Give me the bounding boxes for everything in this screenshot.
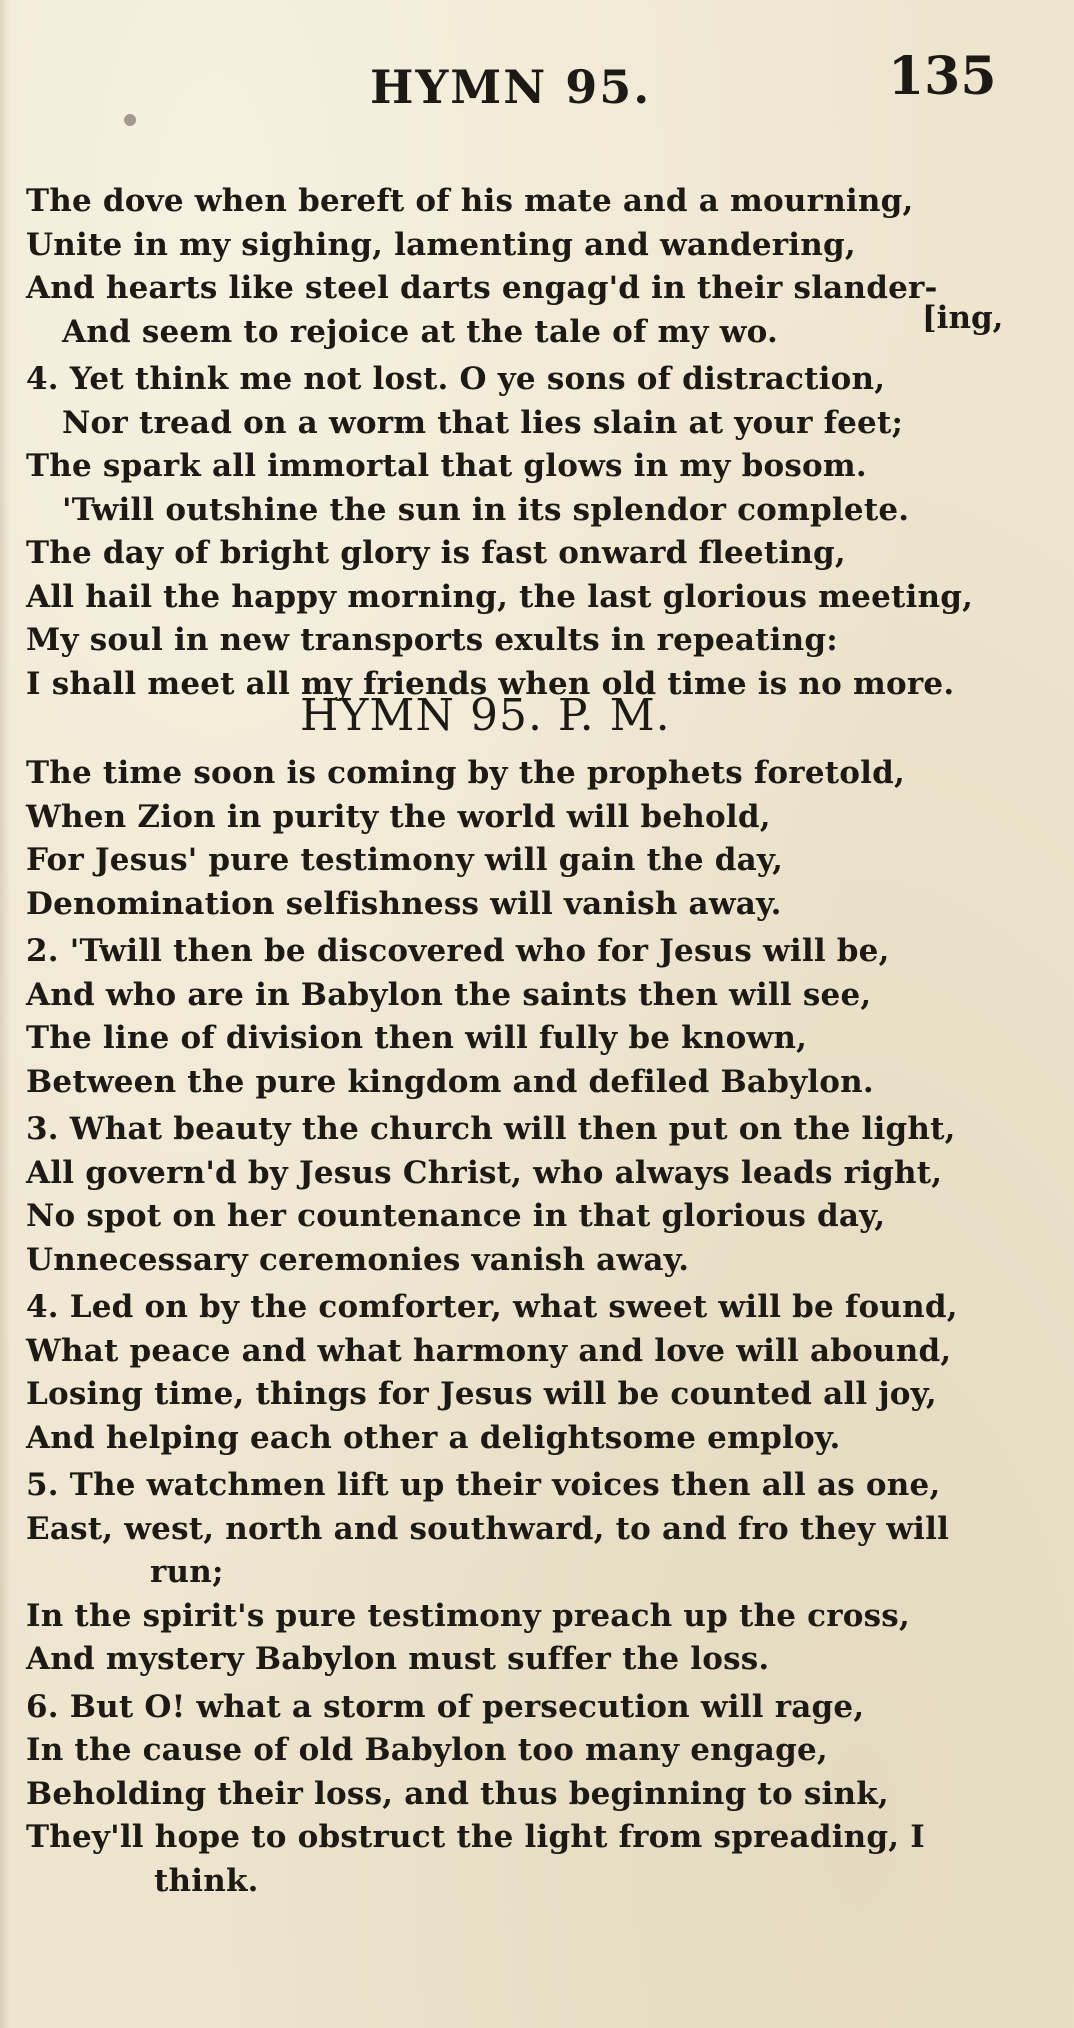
verse-line: The dove when bereft of his mate and a mourning, [26,183,914,219]
verse-line: And who are in Babylon the saints then will see, [26,976,872,1013]
verse-line: And helping each other a delightsome employ. [26,1419,841,1456]
turnover-bracket: [ing, [922,300,1004,336]
verse-line: I shall meet all my friends when old time is no more. [26,665,955,702]
verse-line: For Jesus' pure testimony will gain the day, [26,842,784,878]
verse-line: The time soon is coming by the prophets foretold, [26,755,905,791]
verse-line: In the spirit's pure testimony preach up the cross, [26,1597,910,1634]
verse-line: My soul in new transports exults in repeating: [26,622,838,658]
verse-line: 3. What beauty the church will then put on the light, [26,1111,956,1147]
verse-line: The line of division then will fully be known, [26,1020,808,1056]
verse-line: What peace and what harmony and love will abound, [26,1332,952,1369]
page-edge-shadow [0,0,10,2028]
verse-line: And hearts like steel darts engag'd in their slander- [26,270,938,306]
page-number: 135 [888,46,997,107]
verse-line: East, west, north and southward, to and fro they will [26,1510,950,1547]
verse-line: Denomination selfishness will vanish away. [26,885,782,922]
verse-line: And mystery Babylon must suffer the loss. [26,1641,770,1677]
verse-line: The spark all immortal that glows in my bosom. [26,448,867,484]
running-title: HYMN 95. [370,60,652,114]
verse-line: And seem to rejoice at the tale of my wo. [62,313,778,350]
hymn-95-continuation [26,180,1016,706]
verse-line: No spot on her countenance in that glorious day, [26,1198,886,1234]
verse-line: In the cause of old Babylon too many engage, [26,1732,828,1768]
verse-line: 4. Led on by the comforter, what sweet will be found, [26,1289,958,1325]
verse-line: think. [154,1862,259,1899]
verse-line: 'Twill outshine the sun in its splendor complete. [62,491,910,528]
verse-line: 5. The watchmen lift up their voices then all as one, [26,1467,941,1503]
page-header [0,40,1074,120]
verse-line: Losing time, things for Jesus will be counted all joy, [26,1376,937,1412]
verse-line: Between the pure kingdom and defiled Babylon. [26,1063,874,1100]
hymn-95-pm [26,752,1016,1903]
verse-line: Unite in my sighing, lamenting and wandering, [26,226,856,263]
verse-line: When Zion in purity the world will behold, [26,798,771,835]
verse-line: All govern'd by Jesus Christ, who always leads right, [26,1154,943,1191]
verse-line: Nor tread on a worm that lies slain at your feet; [62,404,904,441]
ink-spot [124,114,136,126]
verse-line: The day of bright glory is fast onward fleeting, [26,535,846,571]
hymn-heading: HYMN 95. P. M. [300,690,671,741]
verse-line: run; [150,1554,224,1590]
verse-line: 4. Yet think me not lost. O ye sons of distraction, [26,361,886,397]
verse-line: Beholding their loss, and thus beginning to sink, [26,1775,889,1812]
verse-line: Unnecessary ceremonies vanish away. [26,1241,690,1278]
verse-line: All hail the happy morning, the last glorious meeting, [26,578,974,615]
verse-line: 6. But O! what a storm of persecution will rage, [26,1688,865,1725]
verse-line: 2. 'Twill then be discovered who for Jesus will be, [26,933,890,969]
verse-line: They'll hope to obstruct the light from spreading, I [26,1819,925,1855]
